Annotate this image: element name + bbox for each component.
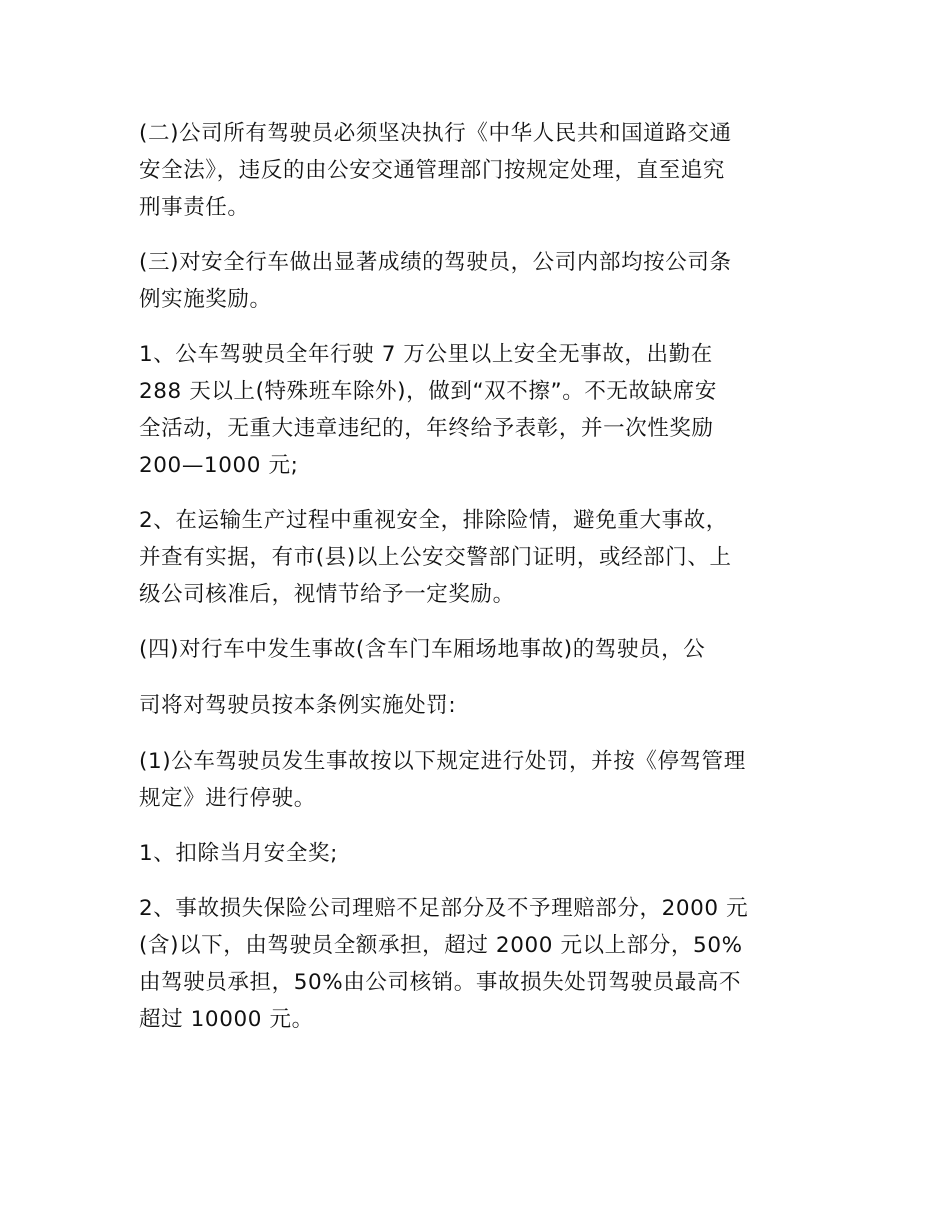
text-line: 1、扣除当月安全奖; [139,841,338,866]
paragraph-accident-penalty-continued [139,687,819,724]
text-line: 2、在运输生产过程中重视安全，排除险情，避免重大事故， [139,508,728,533]
text-line: 司将对驾驶员按本条例实施处罚: [139,693,457,718]
text-line: (含)以下，由驾驶员全额承担，超过 2000 元以上部分，50% [139,933,743,958]
text-line: 1、公车驾驶员全年行驶 7 万公里以上安全无事故，出勤在 [139,342,713,367]
text-line: 超过 10000 元。 [139,1007,314,1032]
text-line: 级公司核准后，视情节给予一定奖励。 [139,582,515,607]
paragraph-accident-penalty-intro [139,631,819,668]
text-line: 2、事故损失保险公司理赔不足部分及不予理赔部分，2000 元 [139,896,749,921]
text-line: 由驾驶员承担，50%由公司核销。事故损失处罚驾驶员最高不 [139,970,742,995]
paragraph-safety-reward [139,244,819,318]
text-line: (1)公车驾驶员发生事故按以下规定进行处罚，并按《停驾管理 [139,749,746,774]
text-line: 并查有实据，有市(县)以上公安交警部门证明，或经部门、上 [139,545,732,570]
document-body [139,115,819,1038]
paragraph-reward-item-2 [139,502,819,613]
text-line: 200—1000 元; [139,453,299,478]
text-line: (三)对安全行车做出显著成绩的驾驶员，公司内部均按公司条 [139,250,732,275]
paragraph-penalty-rule-1 [139,743,819,817]
text-line: 规定》进行停驶。 [139,786,316,811]
text-line: 全活动，无重大违章违纪的，年终给予表彰，并一次性奖励 [139,416,714,441]
paragraph-driver-law-compliance [139,115,819,226]
paragraph-penalty-item-2 [139,890,819,1038]
text-line: (二)公司所有驾驶员必须坚决执行《中华人民共和国道路交通 [139,121,732,146]
text-line: 288 天以上(特殊班车除外)，做到“双不擦”。不无故缺席安 [139,379,717,404]
paragraph-penalty-item-1 [139,835,819,872]
text-line: (四)对行车中发生事故(含车门车厢场地事故)的驾驶员，公 [139,637,706,662]
text-line: 安全法》，违反的由公安交通管理部门按规定处理，直至追究 [139,158,725,183]
paragraph-reward-item-1 [139,336,819,484]
text-line: 例实施奖励。 [139,287,272,312]
text-line: 刑事责任。 [139,195,250,220]
